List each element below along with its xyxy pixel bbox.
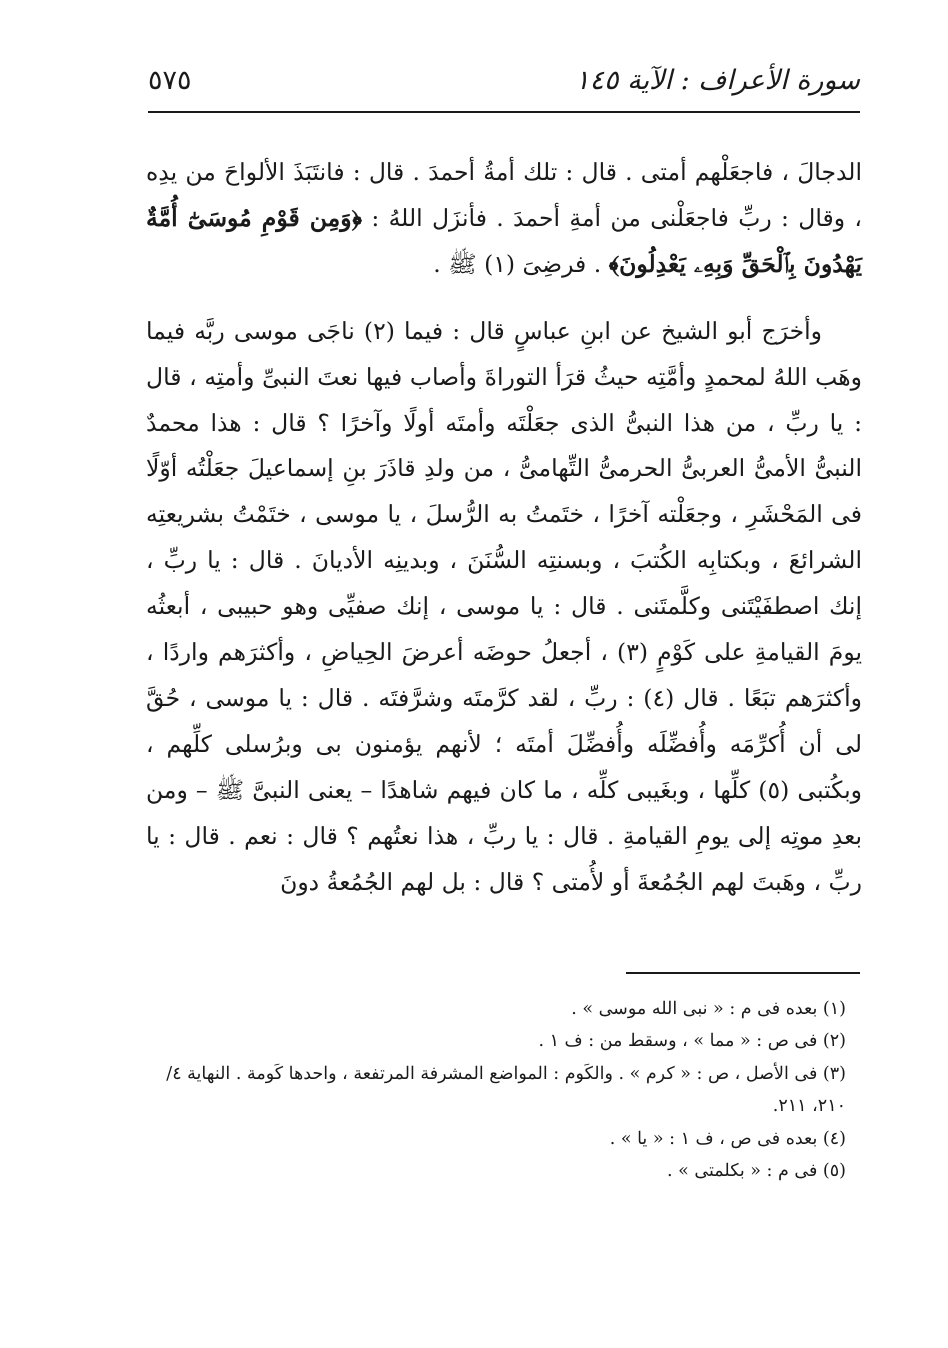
footnote-rule [626, 972, 860, 974]
footnotes [146, 993, 846, 1187]
running-title: سورة الأعراف : الآية ١٤٥ [575, 65, 860, 96]
footnote-1: (١) بعده فى م : « نبى الله موسى » . [571, 999, 846, 1019]
footnote-2: (٢) فى ص : « مما » ، وسقط من : ف ١ . [538, 1031, 846, 1052]
paragraph-1 [146, 150, 862, 288]
running-header [148, 58, 860, 104]
footnote-5: (٥) فى م : « بكلمتى » . [667, 1161, 846, 1182]
paragraph-2: وأخرَج أبو الشيخ عن ابنِ عباسٍ قال : فيما (٢) ناجَى موسى ربَّه فيما وهَب اللهُ لمحمدٍ وأمَّتِه حيثُ قرَأ التوراةَ وأصاب فيها نعتَ النبىِّ وأمتِه ، قال : يا ربِّ ، من هذا النبىُّ الذى جعَلْتَه وأمتَه أولًا وآخرًا ؟ قال : هذا محمدٌ النبىُّ الأمىُّ العربىُّ الحرمىُّ التِّهامىُّ ، من ولدِ قاذَرَ بنِ إسماعيلَ جعَلْتُه أوّلًا فى المَحْشَرِ ، وجعَلْته آخرًا ، ختَمتُ به الرُّسلَ ، يا موسى ، ختَمْتُ بشريعتِه الشرائعَ ، وبكتابِه الكُتبَ ، وبسنتِه السُّنَنَ ، وبدينِه الأديانَ . قال : يا ربِّ ، إنك اصطفَيْتَنى وكلَّمتَنى . قال : يا موسى ، إنك صفيِّى وهو حبيبى ، أبعثُه يومَ القيامةِ على كَوْمٍ (٣) ، أجعلُ حوضَه أعرضَ الحِياضِ ، وأكثرَهم واردًا ، وأكثرَهم تبَعًا . قال (٤) : ربِّ ، لقد كرَّمتَه وشرَّفتَه . قال : يا موسى ، حُقَّ لى أن أُكرِّمَه وأُفضِّلَه وأُفضِّلَ أمتَه ؛ لأنهم يؤمنون بى وبرُسلى كلِّهم ، وبكُتبى (٥) كلِّها ، وبغَيبى كلِّه ، ما كان فيهم شاهدًا – يعنى النبىَّ ﷺ – ومن بعدِ موتِه إلى يومِ القيامةِ . قال : يا ربِّ ، هذا نعتُهم ؟ قال : نعم . قال : يا ربِّ ، وهَبتَ لهم الجُمُعةَ أو لأُمتى ؟ قال : بل لهم الجُمُعةُ دونَ [146, 316, 862, 896]
page-number: ٥٧٥ [148, 65, 192, 96]
paragraph-1-text-a: الدجالَ ، فاجعَلْهم أمتى . قال : تلك أمةُ أحمدَ . قال : فانتَبَذَ الألواحَ من يدِه ، وقال : ربِّ فاجعَلْنى من أمةِ أحمدَ . فأنزَل اللهُ : [146, 158, 862, 232]
footnote-4: (٤) بعده فى ص ، ف ١ : « يا » . [609, 1128, 846, 1149]
footnote-3: (٣) فى الأصل ، ص : « كرم » . والكَوم : المواضع المشرفة المرتفعة ، واحدها كَومة . النهاية ٤/ ٢١٠، ٢١١. [166, 1063, 846, 1117]
header-rule [148, 111, 860, 113]
quran-verse: ﴿وَمِن قَوْمِ مُوسَىٰٓ أُمَّةٌ يَهْدُونَ بِٱلْحَقِّ وَبِهِۦ يَعْدِلُونَ﴾ [146, 203, 862, 278]
paragraph-1-text-b: . فرضِىَ (١) ﷺ . [433, 249, 609, 278]
main-text [146, 150, 862, 906]
